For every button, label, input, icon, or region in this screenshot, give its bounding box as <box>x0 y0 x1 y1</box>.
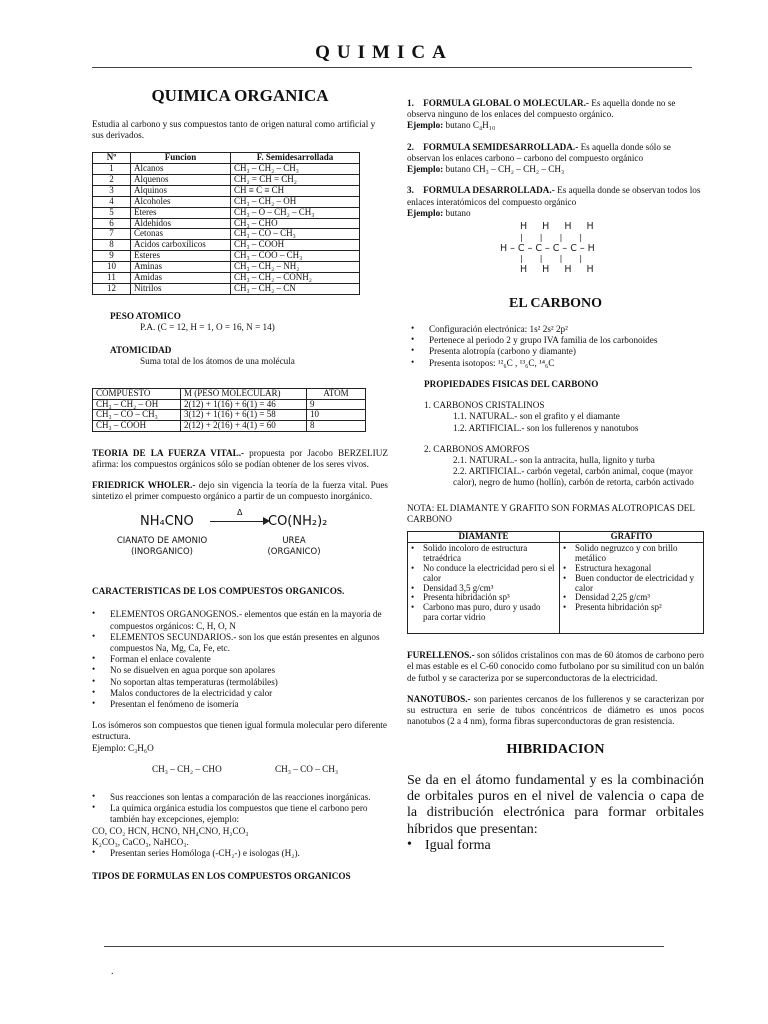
diamante-header: DIAMANTE <box>408 532 560 543</box>
fullerenos-paragraph: FURELLENOS.- son sólidos cristalinos con mas de 60 átomos de carbono pero el mas estable es el C-60 conocido como futbolano por su similitud con un balón de futbol y se caracteriza por se superconductoras de la electricidad. <box>407 650 705 683</box>
table-cell: Esteres <box>131 251 231 262</box>
table-cell: Cetonas <box>131 229 231 240</box>
product-formula: CO(NH₂)₂ <box>268 514 328 530</box>
list-item: • Forman el enlace covalente <box>92 654 388 665</box>
intro-text: Estudia al carbono y sus compuestos tanto de origen natural como artificial y sus derivados. <box>92 118 376 140</box>
teoria-label: TEORIA DE LA FUERZA VITAL.- <box>92 448 245 459</box>
list-item: • Presentan series Homóloga (-CH₂-) e isologas (H₂). <box>92 848 388 859</box>
table-header: Funcion <box>131 153 231 164</box>
table-cell: 12 <box>93 283 131 294</box>
table-header: M̄ (PESO MOLECULAR) <box>181 388 307 399</box>
table-cell: CH₃ – COOH <box>93 421 181 432</box>
table-cell: CH₃ – CO – CH₃ <box>231 229 360 240</box>
molecular-weight-table <box>92 388 366 433</box>
table-row <box>93 251 360 262</box>
table-row <box>93 196 360 207</box>
table-cell: 6 <box>93 218 131 229</box>
isomero-propanal: CH₃ – CH₂ – CHO <box>152 763 222 774</box>
table-cell: 4 <box>93 196 131 207</box>
teoria-paragraph <box>92 448 388 470</box>
structure-bonds-bottom: | | | | <box>520 253 587 263</box>
diamante-properties <box>408 543 560 634</box>
table-cell: 7 <box>93 229 131 240</box>
property-item: • Densidad 2,25 g/cm³ <box>563 593 700 603</box>
table-row <box>93 218 360 229</box>
excepciones-line: CO, CO₂ HCN, HCNO, NH₄CNO, H₂CO₃ <box>92 825 249 836</box>
delta-label: Δ <box>237 508 243 518</box>
peso-atomico-text: P.A. (C = 12, H = 1, O = 16, N = 14) <box>140 321 275 332</box>
wholer-label: FRIEDRICK WHOLER.- <box>92 479 196 490</box>
property-item: • No conduce la electricidad pero si el calor <box>411 564 556 584</box>
property-item: • Presenta hibridación sp³ <box>411 593 556 603</box>
section-heading-hibridacion: HIBRIDACION <box>506 742 605 758</box>
table-cell: Eteres <box>131 207 231 218</box>
table-cell: 1 <box>93 164 131 175</box>
isomeros-examples <box>92 764 388 778</box>
tipos-formulas-title: TIPOS DE FORMULAS EN LOS COMPUESTOS ORGANICOS <box>92 871 351 882</box>
formula-3-example: Ejemplo: butano <box>407 207 471 218</box>
hibridacion-item: • Igual forma <box>407 838 704 854</box>
nota-text: NOTA: EL DIAMANTE Y GRAFITO SON FORMAS ALOTROPICAS DEL CARBONO <box>407 502 695 524</box>
table-row <box>93 272 360 283</box>
list-item: • Presenta isotopos: ¹²₆C , ¹³₆C, ¹⁴₆C <box>411 358 704 369</box>
table-cell: 8 <box>93 240 131 251</box>
diamante-grafito-table <box>407 531 704 634</box>
table-cell: CH₃ – COOH <box>231 240 360 251</box>
table-cell: CH₃ – CH₂ – NH₂ <box>231 262 360 273</box>
table-cell: Alquenos <box>131 174 231 185</box>
table-row <box>93 229 360 240</box>
cristalinos-natural: 1.1. NATURAL.- son el grafito y el diamante <box>453 411 620 422</box>
grafito-header: GRAFITO <box>560 532 704 543</box>
table-cell: 5 <box>93 207 131 218</box>
propiedades-title: PROPIEDADES FISICAS DEL CARBONO <box>424 378 599 389</box>
table-cell: Alquinos <box>131 185 231 196</box>
amorfos-heading: 2. CARBONOS AMORFOS <box>424 443 530 454</box>
table-cell: Aldehidos <box>131 218 231 229</box>
left-column <box>92 86 388 882</box>
atomicidad-text: Suma total de los átomos de una molécula <box>140 356 295 367</box>
table-header: ATOM <box>307 388 366 399</box>
table-row <box>93 174 360 185</box>
grafito-properties <box>560 543 704 634</box>
table-cell: 2 <box>93 174 131 185</box>
footer-rule <box>104 946 664 947</box>
table-cell: 8 <box>307 421 366 432</box>
product-name: UREA (ORGANICO) <box>267 536 321 557</box>
table-header: F. Semidesarrollada <box>231 153 360 164</box>
wholer-paragraph <box>92 480 388 502</box>
table-cell: CH₃ – CH₂ – OH <box>231 196 360 207</box>
structure-bonds-top: | | | | <box>520 232 587 242</box>
table-cell: 9 <box>307 399 366 410</box>
table-header: COMPUESTO <box>93 388 181 399</box>
caracteristicas-title: CARACTERISTICAS DE LOS COMPUESTOS ORGANICOS. <box>92 586 345 597</box>
list-item: • No se disuelven en agua porque son apolares <box>92 665 388 676</box>
section-heading-el-carbono: EL CARBONO <box>509 295 602 311</box>
table-cell: Aminas <box>131 262 231 273</box>
isomero-propanona: CH₃ – CO – CH₃ <box>275 763 339 774</box>
table-row <box>93 207 360 218</box>
table-cell: 3(12) + 1(16) + 6(1) = 58 <box>181 410 307 421</box>
list-item: • ELEMENTOS SECUNDARIOS.- son los que están presentes en algunos compuestos Na, Mg, Ca, Fe, etc. <box>92 632 388 654</box>
wholer-text: dejo sin vigencia la teoría de la fuerza vital. Pues sintetizo el primer compuesto orgánico a partir de un compuesto inorgánico. <box>92 479 388 501</box>
table-cell: CH₃ – CH₂ – CN <box>231 283 360 294</box>
formula-2-example: Ejemplo: butano CH₃ – CH₂ – CH₂ – CH₃ <box>407 164 565 175</box>
table-header: Nº <box>93 153 131 164</box>
table-row <box>93 399 366 410</box>
list-item: • Presentan el fenómeno de isomería <box>92 699 388 710</box>
footer-dot: . <box>111 966 114 977</box>
reaction-arrow <box>210 521 268 522</box>
reactant-name: CIANATO DE AMONIO (INORGANICO) <box>116 536 208 557</box>
peso-atomico-title: PESO ATOMICO <box>110 310 181 321</box>
list-item: • Presenta alotropía (carbono y diamante) <box>411 346 704 357</box>
amorfos-artificial: 2.2. ARTIFICIAL.- carbón vegetal, carbón animal, coque (mayor calor), negro de humo (hollín), carbón de retorta, carbón activado <box>453 466 694 488</box>
table-cell: 10 <box>93 262 131 273</box>
document-title: QUIMICA <box>315 42 453 63</box>
formula-1: 1. FORMULA GLOBAL O MOLECULAR.- Es aquella donde no se observa ninguno de los enlaces del compuesto orgánico. <box>407 98 676 120</box>
table-cell: CH ≡ C ≡ CH <box>231 185 360 196</box>
table-cell: Acidos carboxílicos <box>131 240 231 251</box>
butane-structure <box>407 221 704 277</box>
list-item: • La química orgánica estudia los compuestos que tiene el carbono pero también hay excepciones, ejemplo: <box>92 803 388 825</box>
section-heading-quimica-organica: QUIMICA ORGANICA <box>151 86 329 105</box>
list-item: • Malos conductores de la electricidad y calor <box>92 688 388 699</box>
property-item: • Densidad 3,5 g/cm³ <box>411 584 556 594</box>
property-item: • Estructura hexagonal <box>563 564 700 574</box>
list-item: • ELEMENTOS ORGANOGENOS.- elementos que están en la mayoría de compuestos orgánicos: C, H, O, N <box>92 609 388 631</box>
table-cell: Nitrilos <box>131 283 231 294</box>
table-cell: 10 <box>307 410 366 421</box>
list-item: • Configuración electrónica: 1s² 2s² 2p² <box>411 324 704 335</box>
wohler-reaction <box>92 508 388 574</box>
table-cell: CH₃ – COO – CH₃ <box>231 251 360 262</box>
formula-1-example: Ejemplo: butano C₄H₁₀ <box>407 120 496 131</box>
table-cell: CH₃ – CHO <box>231 218 360 229</box>
cristalinos-artificial: 1.2. ARTIFICIAL.- son los fullerenos y nanotubos <box>453 422 639 433</box>
structure-chain: H – C – C – C – C – H <box>500 242 595 254</box>
property-item: • Solido incoloro de estructura tetraédrica <box>411 544 556 564</box>
more-characteristics <box>92 792 388 859</box>
nanotubos-paragraph: NANOTUBOS.- son parientes cercanos de los fullerenos y se caracterizan por su estructura en serie de tubos concéntricos de diámetro es unos pocos nanotubos (2 a 4 nm), forma fibras superconductoras de gran resistencia. <box>407 693 704 727</box>
table-cell: Alcanos <box>131 164 231 175</box>
structure-bottom-h: H H H H <box>520 263 597 275</box>
table-cell: CH₃ – CH₂ – CH₃ <box>231 164 360 175</box>
functions-table <box>92 152 360 295</box>
structure-top-h: H H H H <box>520 220 597 232</box>
carbono-list <box>407 324 704 369</box>
table-cell: Alcoholes <box>131 196 231 207</box>
caracteristicas-list <box>92 609 388 710</box>
table-cell: CH₃ – CH₂ – CONH₂ <box>231 272 360 283</box>
property-item: • Presenta hibridación sp² <box>563 603 700 613</box>
table-row <box>93 410 366 421</box>
property-item: • Solido negruzco y con brillo metálico <box>563 544 700 564</box>
right-column <box>407 98 704 854</box>
formula-2: 2. FORMULA SEMIDESARROLLADA.- Es aquella donde sólo se observan los enlaces carbono – carbono del compuesto orgánico <box>407 141 671 163</box>
table-row <box>93 164 360 175</box>
cristalinos-heading: 1. CARBONOS CRISTALINOS <box>424 400 545 411</box>
table-cell: CH₂ = CH = CH₂ <box>231 174 360 185</box>
table-cell: Amidas <box>131 272 231 283</box>
table-cell: 2(12) + 2(16) + 4(1) = 60 <box>181 421 307 432</box>
table-cell: 11 <box>93 272 131 283</box>
atomicidad-title: ATOMICIDAD <box>110 345 172 356</box>
isomeros-ejemplo: Ejemplo: C₃H₆O <box>92 742 154 753</box>
table-cell: 2(12) + 1(16) + 6(1) = 46 <box>181 399 307 410</box>
table-cell: 3 <box>93 185 131 196</box>
property-item: • Carbono mas puro, duro y usado para cortar vidrio <box>411 603 556 623</box>
formula-3: 3. FORMULA DESARROLLADA.- Es aquella donde se observan todos los enlaces interatómicos del compuesto orgánico <box>407 185 701 207</box>
table-cell: CH₃ – O – CH₂ – CH₃ <box>231 207 360 218</box>
table-cell: 9 <box>93 251 131 262</box>
header-rule <box>92 67 692 68</box>
isomeros-text: Los isómeros son compuestos que tienen igual formula molecular pero diferente estructura. <box>92 720 387 742</box>
property-item: • Buen conductor de electricidad y calor <box>563 574 700 594</box>
list-item: • Pertenece al periodo 2 y grupo IVA familia de los carbonoides <box>411 335 704 346</box>
table-row <box>93 421 366 432</box>
table-row <box>93 283 360 294</box>
amorfos-natural: 2.1. NATURAL.- son la antracita, hulla, lignito y turba <box>453 455 655 466</box>
teoria-text: propuesta por Jacobo BERZELIUZ afirma: los compuestos orgánicos sólo se podían obtener de los seres vivos. <box>92 448 388 470</box>
excepciones-line: K₂CO₃, CaCO₃, NaHCO₃. <box>92 836 189 847</box>
list-item: • Sus reacciones son lentas a comparación de las reacciones inorgánicas. <box>92 792 388 803</box>
table-row <box>93 185 360 196</box>
table-cell: CH₃ – CH₂ – OH <box>93 399 181 410</box>
table-cell: CH₃ – CO – CH₃ <box>93 410 181 421</box>
table-row <box>93 240 360 251</box>
reactant-formula: NH₄CNO <box>140 514 194 530</box>
table-row <box>93 262 360 273</box>
list-item: • No soportan altas temperaturas (termolábiles) <box>92 677 388 688</box>
hibridacion-text: Se da en el átomo fundamental y es la combinación de orbitales puros en el nivel de valencia o capa de la distribución electrónica para formar orbitales híbridos que presentan: <box>407 772 704 837</box>
